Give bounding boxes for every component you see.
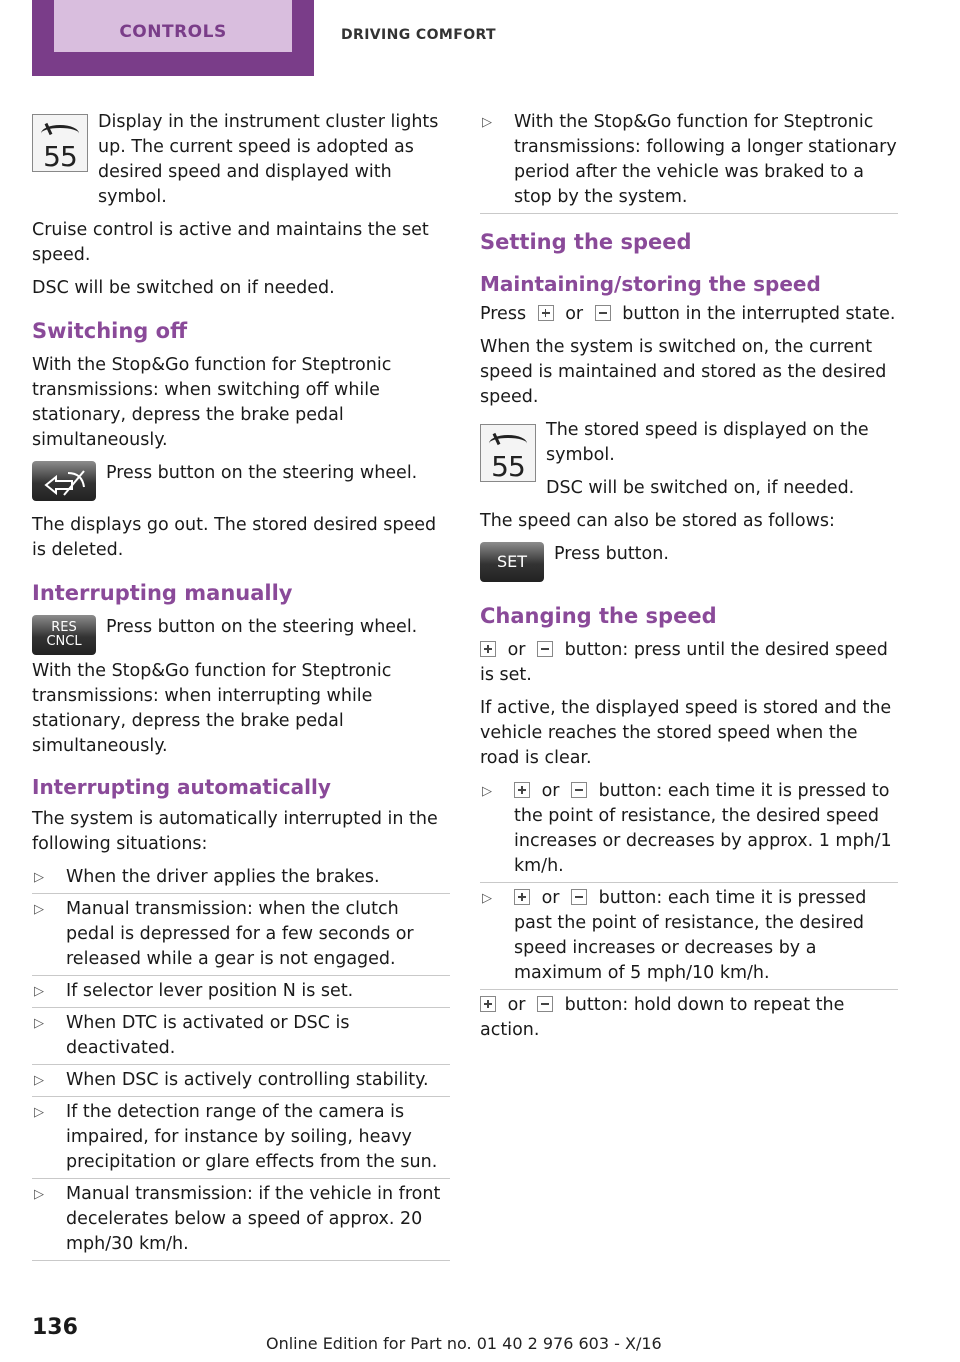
plus-button-icon bbox=[538, 305, 554, 321]
list-item: ▷ Manual transmission: when the clutch pedal is depressed for a few seconds or released while a gear is not engaged. bbox=[32, 897, 450, 972]
page-number: 136 bbox=[32, 1315, 78, 1340]
text-or: or bbox=[565, 304, 584, 324]
list-item bbox=[480, 886, 898, 986]
text-or: or bbox=[541, 781, 560, 801]
res-cncl-button-icon bbox=[32, 615, 96, 655]
tab-controls[interactable] bbox=[32, 0, 314, 76]
change-speed-list bbox=[480, 779, 898, 986]
heading-interrupting-manually: Interrupting manually bbox=[32, 581, 293, 605]
text-or: or bbox=[507, 995, 526, 1015]
list-item: ▷ When DSC is actively controlling stability. bbox=[32, 1068, 450, 1093]
paragraph: When the system is switched on, the current speed is maintained and stored as the desired speed. bbox=[480, 337, 887, 407]
list-item: ▷ With the Stop&Go function for Steptronic transmissions: following a longer stationary period after the vehicle was braked to a stop by the system. bbox=[480, 110, 898, 210]
interrupt-conditions-list bbox=[32, 865, 450, 1257]
paragraph: Cruise control is active and maintains the set speed. bbox=[32, 220, 429, 265]
text-or: or bbox=[541, 888, 560, 908]
set-button-icon: SET bbox=[480, 542, 544, 582]
cncl-label: CNCL bbox=[46, 634, 82, 649]
paragraph: DSC will be switched on, if needed. bbox=[546, 478, 855, 498]
heading-switching-off: Switching off bbox=[32, 319, 188, 343]
minus-button-icon bbox=[571, 889, 587, 905]
minus-button-icon bbox=[537, 996, 553, 1012]
interrupt-conditions-list-cont bbox=[480, 110, 898, 210]
text-bullet-a: button: each time it is pressed to the point of resistance, the desired speed increases or decreases by approx. 1 mph/1 km/h. bbox=[514, 781, 892, 876]
paragraph: The stored speed is displayed on the symbol. bbox=[546, 420, 869, 465]
speed-display-row bbox=[32, 110, 450, 210]
text-or: or bbox=[507, 640, 526, 660]
left-column bbox=[32, 110, 450, 1264]
paragraph: DSC will be switched on if needed. bbox=[32, 278, 335, 298]
paragraph bbox=[480, 993, 898, 1043]
speed-value: 55 bbox=[491, 450, 525, 483]
paragraph: Press button on the steering wheel. bbox=[106, 463, 418, 483]
plus-button-icon bbox=[514, 889, 530, 905]
paragraph: If active, the displayed speed is stored and the vehicle reaches the stored speed when the road is clear. bbox=[480, 698, 892, 768]
paragraph: The speed can also be stored as follows: bbox=[480, 511, 835, 531]
paragraph bbox=[480, 302, 898, 327]
text-hold: button: hold down to repeat the action. bbox=[480, 995, 845, 1040]
paragraph: Press button. bbox=[554, 544, 669, 564]
cruise-control-off-icon bbox=[32, 461, 96, 501]
speedometer-icon bbox=[32, 114, 88, 172]
list-item: ▷ When DTC is activated or DSC is deactivated. bbox=[32, 1011, 450, 1061]
text-bullet-b: button: each time it is pressed past the point of resistance, the desired speed increases or decreases by a maximum of 5 mph/10 km/h. bbox=[514, 888, 867, 983]
res-label: RES bbox=[51, 620, 77, 635]
cruise-off-row bbox=[32, 461, 450, 505]
paragraph: Press button on the steering wheel. bbox=[106, 617, 418, 637]
paragraph: The system is automatically interrupted in the following situations: bbox=[32, 809, 438, 854]
right-column bbox=[480, 110, 898, 1051]
text-change: button: press until the desired speed is set. bbox=[480, 640, 888, 685]
tab-controls-label: CONTROLS bbox=[119, 22, 227, 42]
list-item bbox=[480, 779, 898, 879]
heading-interrupting-automatically: Interrupting automatically bbox=[32, 775, 331, 799]
list-item: ▷ If selector lever position N is set. bbox=[32, 979, 450, 1004]
set-button-row bbox=[480, 542, 898, 586]
list-item: ▷ When the driver applies the brakes. bbox=[32, 865, 450, 890]
paragraph: Display in the instrument cluster lights up. The current speed is adopted as desired speed and displayed with symbol. bbox=[98, 112, 439, 207]
minus-button-icon bbox=[571, 782, 587, 798]
list-item: ▷ If the detection range of the camera is impaired, for instance by soiling, heavy precipitation or glare effects from the sun. bbox=[32, 1100, 450, 1175]
paragraph: With the Stop&Go function for Steptronic transmissions: when switching off while stationary, depress the brake pedal simultaneously. bbox=[32, 355, 392, 450]
res-cncl-row bbox=[32, 615, 450, 659]
text-press: Press bbox=[480, 304, 527, 324]
speed-value: 55 bbox=[43, 140, 77, 173]
minus-button-icon bbox=[537, 641, 553, 657]
paragraph bbox=[480, 638, 898, 688]
heading-setting-the-speed: Setting the speed bbox=[480, 230, 692, 254]
list-item: ▷ Manual transmission: if the vehicle in front decelerates below a speed of approx. 20 mph/30 km/h. bbox=[32, 1182, 450, 1257]
plus-button-icon bbox=[514, 782, 530, 798]
text-interrupted: button in the interrupted state. bbox=[622, 304, 896, 324]
paragraph: With the Stop&Go function for Steptronic transmissions: when interrupting while stationary, depress the brake pedal simultaneously. bbox=[32, 661, 392, 756]
heading-maintaining-storing: Maintaining/storing the speed bbox=[480, 272, 821, 296]
paragraph: The displays go out. The stored desired speed is deleted. bbox=[32, 515, 437, 560]
heading-changing-the-speed: Changing the speed bbox=[480, 604, 717, 628]
plus-button-icon bbox=[480, 996, 496, 1012]
speedometer-icon bbox=[480, 424, 536, 482]
tab-driving-comfort[interactable]: DRIVING COMFORT bbox=[341, 27, 497, 43]
stored-speed-row bbox=[480, 418, 898, 501]
footer-edition: Online Edition for Part no. 01 40 2 976 603 - X/16 bbox=[266, 1334, 662, 1353]
minus-button-icon bbox=[595, 305, 611, 321]
plus-button-icon bbox=[480, 641, 496, 657]
